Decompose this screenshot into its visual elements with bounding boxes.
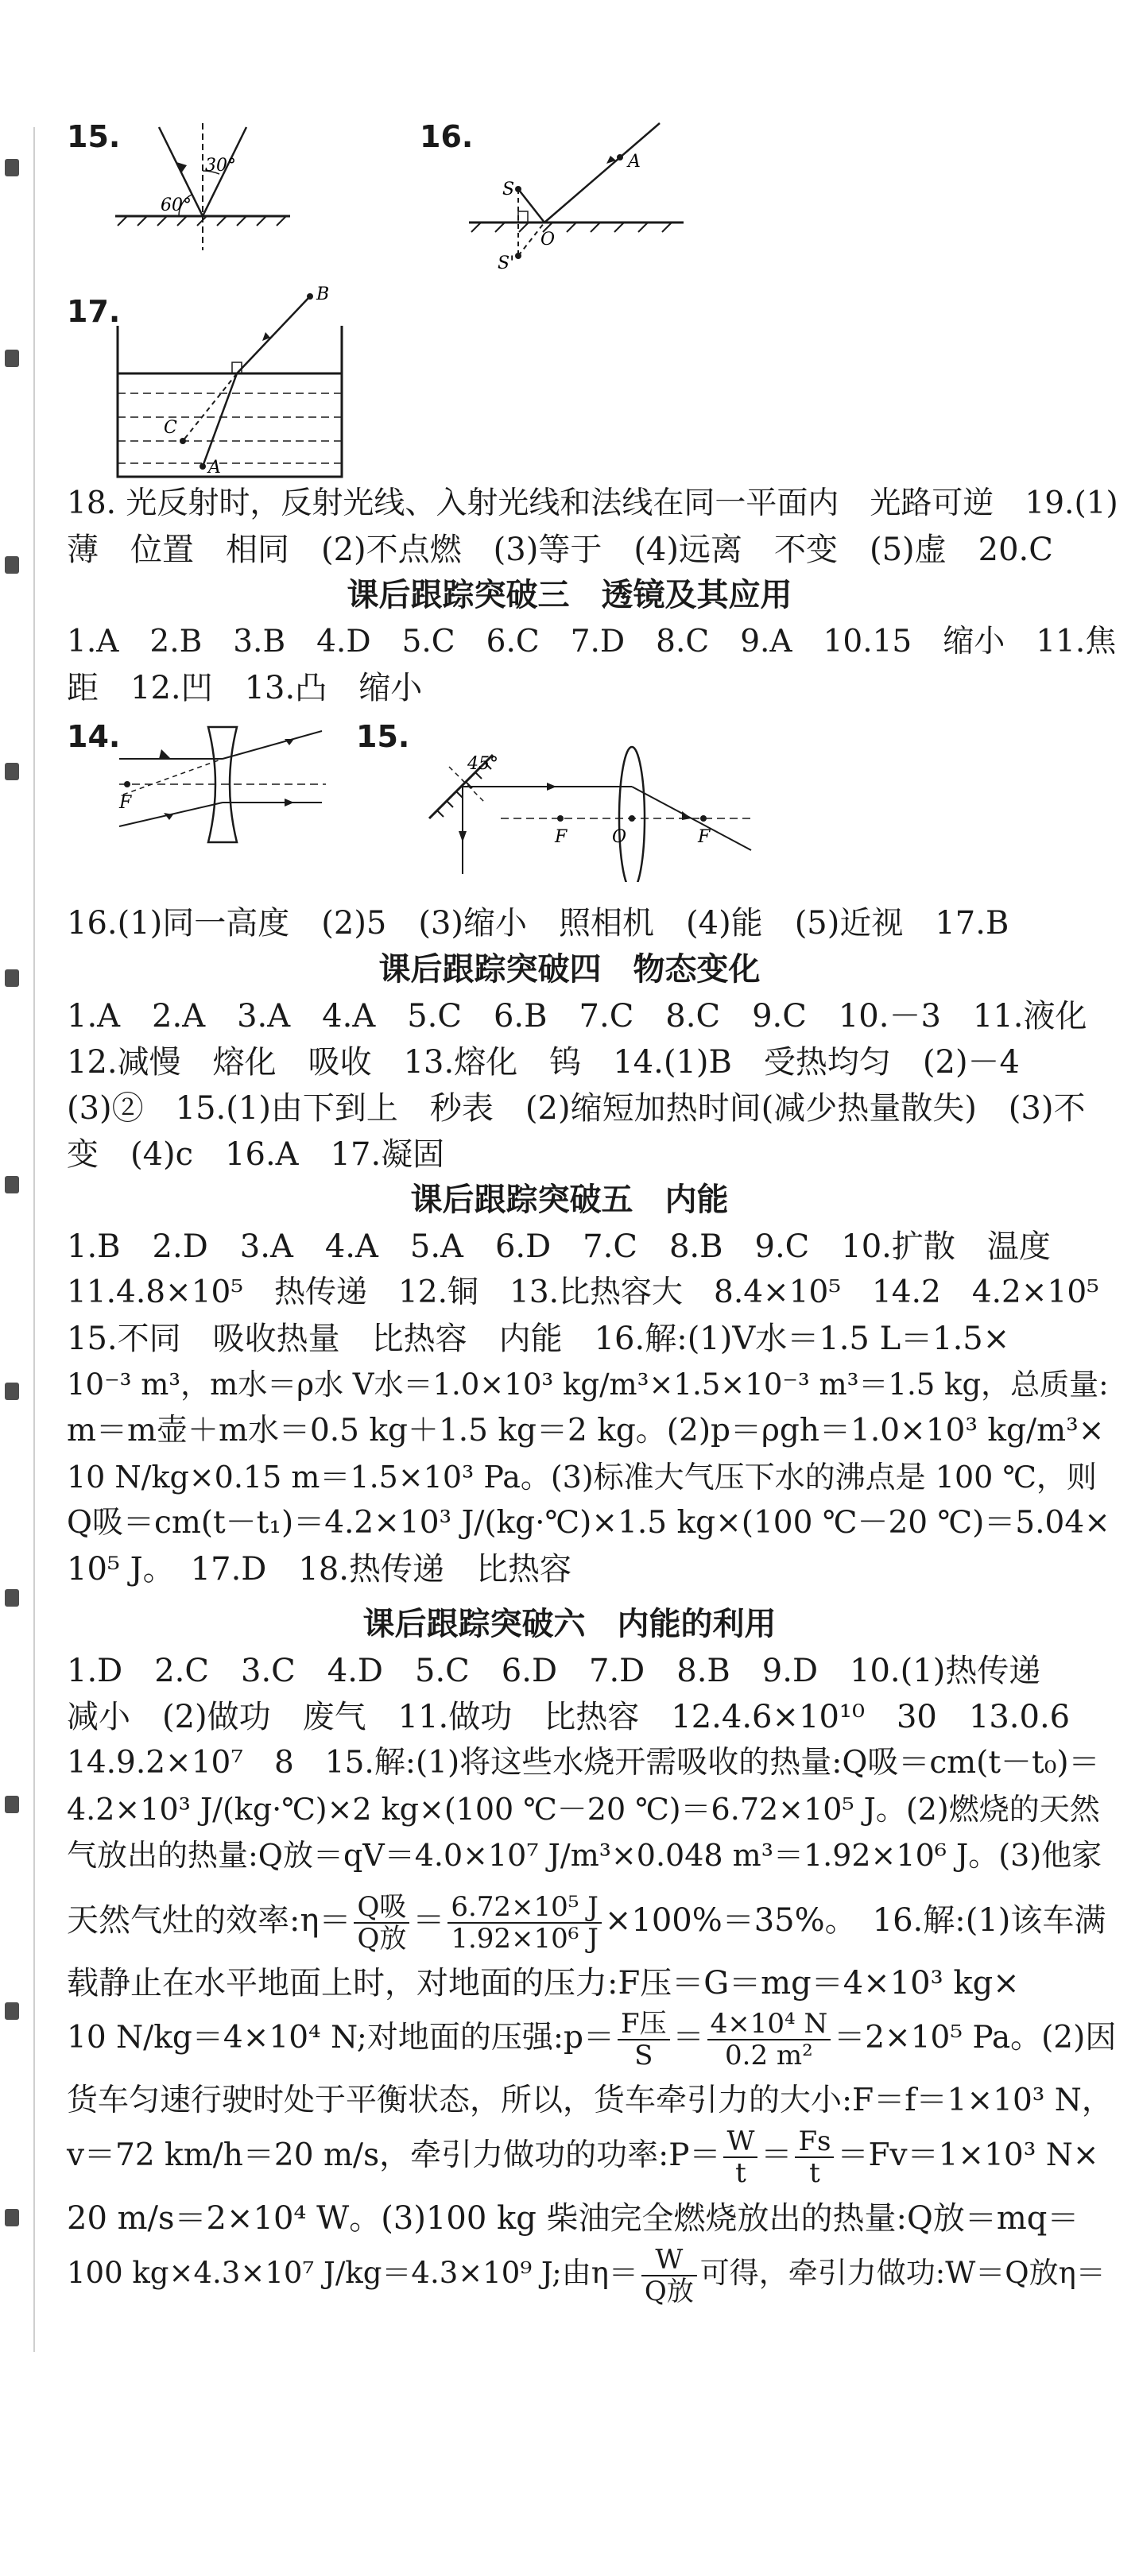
section4-title: 课后跟踪突破四 物态变化 xyxy=(378,951,761,988)
s3-fig15-focus-left: F xyxy=(555,827,568,847)
s5-answers-line5: m＝m壶＋m水＝0.5 kg＋1.5 kg＝2 kg。(2)p＝ρgh＝1.0×10³ kg/m³× xyxy=(67,1413,1105,1449)
fig17-point-c: C xyxy=(164,418,177,438)
section3-title: 课后跟踪突破三 透镜及其应用 xyxy=(347,577,792,613)
s3-fig14-concave-lens-diagram xyxy=(111,719,334,854)
fig16-mirror-image-diagram xyxy=(461,111,699,278)
s6-answers-line11: 20 m/s＝2×10⁴ W。(3)100 kg 柴油完全燃烧放出的热量:Q放＝mq＝ xyxy=(67,2200,1079,2237)
fig17-point-a: A xyxy=(208,458,221,478)
s3-answers-line1: 1.A 2.B 3.B 4.D 5.C 6.C 7.D 8.C 9.A 10.15 缩小 11.焦 xyxy=(67,624,1117,659)
s3-fig15-mirror-convex-lens-diagram xyxy=(397,731,763,882)
s6-answers-line8: 10 N/kg＝4×10⁴ N;对地面的压强:p＝ $\frac{\text{F压}}{S}$ ＝ $\frac{\text{4×10⁴ N}}{\text{0.2 m²}}$ ＝2×10⁵ Pa。(2)因 xyxy=(67,2008,1117,2071)
s2-answers-line1: 18. 光反射时，反射光线、入射光线和法线在同一平面内 光路可逆 19.(1) xyxy=(67,485,1118,521)
s5-answers-line6: 10 N/kg×0.15 m＝1.5×10³ Pa。(3)标准大气压下水的沸点是 100 ℃，则 xyxy=(67,1460,1097,1495)
s5-answers-line1: 1.B 2.D 3.A 4.A 5.A 6.D 7.C 8.B 9.C 10.扩散 温度 xyxy=(67,1228,1051,1265)
fig17-point-b: B xyxy=(316,284,330,304)
s5-answers-line2: 11.4.8×10⁵ 热传递 12.铜 13.比热容大 8.4×10⁵ 14.2 4.2×10⁵ xyxy=(67,1274,1099,1310)
fig15-angle-60: 60° xyxy=(161,195,192,215)
fig16-point-s: S xyxy=(502,180,515,199)
s6-answers-line4: 4.2×10³ J/(kg·℃)×2 kg×(100 ℃－20 ℃)＝6.72×10⁵ J。(2)燃烧的天然 xyxy=(67,1792,1100,1827)
fig17-refraction-diagram xyxy=(111,282,350,485)
binding-divider xyxy=(33,127,35,2352)
s6-answers-line12: 100 kg×4.3×10⁷ J/kg＝4.3×10⁹ J;由η＝ $\frac{W}{\text{Q放}}$ 可得，牵引力做功:W＝Q放η＝ xyxy=(67,2243,1106,2307)
s6-answers-line9: 货车匀速行驶时处于平衡状态，所以，货车牵引力的大小:F＝f＝1×10³ N， xyxy=(67,2083,1113,2118)
s6-answers-line6: 天然气灶的效率:η＝ $\frac{\text{Q吸}}{\text{Q放}}$ ＝ $\frac{\text{6.72×10⁵ J}}{\text{1.92×10⁶ J}}$ ×100%＝35%。 16.解:(1)该车满 xyxy=(67,1891,1106,1955)
fig16-point-o: O xyxy=(540,230,556,249)
s6-answers-line3: 14.9.2×10⁷ 8 15.解:(1)将这些水烧开需吸收的热量:Q吸＝cm(t－t₀)＝ xyxy=(67,1745,1100,1781)
s6-answers-line10: v＝72 km/h＝20 m/s，牵引力做功的功率:P＝ $\frac{W}{t}$ ＝ $\frac{Fs}{t}$ ＝Fv＝1×10³ N× xyxy=(67,2125,1099,2189)
s3-answers-line2: 距 12.凹 13.凸 缩小 xyxy=(67,670,423,706)
fig15-angle-30: 30° xyxy=(205,156,236,176)
s3-fig14-label: 14. xyxy=(67,719,121,754)
fig15-label: 15. xyxy=(67,119,121,154)
s5-answers-line3: 15.不同 吸收热量 比热容 内能 16.解:(1)V水＝1.5 L＝1.5× xyxy=(67,1321,1010,1357)
s6-answers-line1: 1.D 2.C 3.C 4.D 5.C 6.D 7.D 8.B 9.D 10.(1)热传递 xyxy=(67,1653,1041,1689)
s3-answers-line16: 16.(1)同一高度 (2)5 (3)缩小 照相机 (4)能 (5)近视 17.B xyxy=(67,905,1009,942)
fig16-point-a: A xyxy=(628,152,641,172)
fig17-label: 17. xyxy=(67,294,121,329)
fig16-point-s-prime: S' xyxy=(498,253,515,273)
s6-answers-line7: 载静止在水平地面上时，对地面的压力:F压＝G＝mg＝4×10³ kg× xyxy=(67,1965,1020,2002)
s3-fig15-label: 15. xyxy=(356,719,410,754)
s5-answers-line7: Q吸＝cm(t－t₁)＝4.2×10³ J/(kg·℃)×1.5 kg×(100 ℃－20 ℃)＝5.04× xyxy=(67,1505,1110,1541)
s4-answers-line4: 变 (4)c 16.A 17.凝固 xyxy=(67,1136,445,1173)
s2-answers-line2: 薄 位置 相同 (2)不点燃 (3)等于 (4)远离 不变 (5)虚 20.C xyxy=(67,532,1053,568)
section5-title: 课后跟踪突破五 内能 xyxy=(410,1182,729,1218)
s4-answers-line2: 12.减慢 熔化 吸收 13.熔化 钨 14.(1)B 受热均匀 (2)－4 xyxy=(67,1044,1021,1081)
s6-answers-line2: 减小 (2)做功 废气 11.做功 比热容 12.4.6×10¹⁰ 30 13.0.6 xyxy=(67,1699,1071,1735)
s5-answers-line4: 10⁻³ m³，m水＝ρ水 V水＝1.0×10³ kg/m³×1.5×10⁻³ m³＝1.5 kg，总质量: xyxy=(67,1367,1109,1402)
s4-answers-line1: 1.A 2.A 3.A 4.A 5.C 6.B 7.C 8.C 9.C 10.－3 11.液化 xyxy=(67,998,1087,1035)
s3-fig14-focus: F xyxy=(119,793,132,813)
s4-answers-line3: (3)② 15.(1)由下到上 秒表 (2)缩短加热时间(减少热量散失) (3)不 xyxy=(67,1090,1086,1127)
s3-fig15-angle: 45° xyxy=(467,754,498,774)
s3-fig15-focus-right: F xyxy=(698,827,711,847)
section6-title: 课后跟踪突破六 内能的利用 xyxy=(362,1606,777,1642)
s3-fig15-center: O xyxy=(612,827,627,847)
fig15-reflection-diagram xyxy=(111,111,302,254)
s6-answers-line5: 气放出的热量:Q放＝qV＝4.0×10⁷ J/m³×0.048 m³＝1.92×10⁶ J。(3)他家 xyxy=(67,1838,1102,1873)
s5-answers-line8: 10⁵ J。 17.D 18.热传递 比热容 xyxy=(67,1551,571,1588)
fig16-label: 16. xyxy=(420,119,474,154)
